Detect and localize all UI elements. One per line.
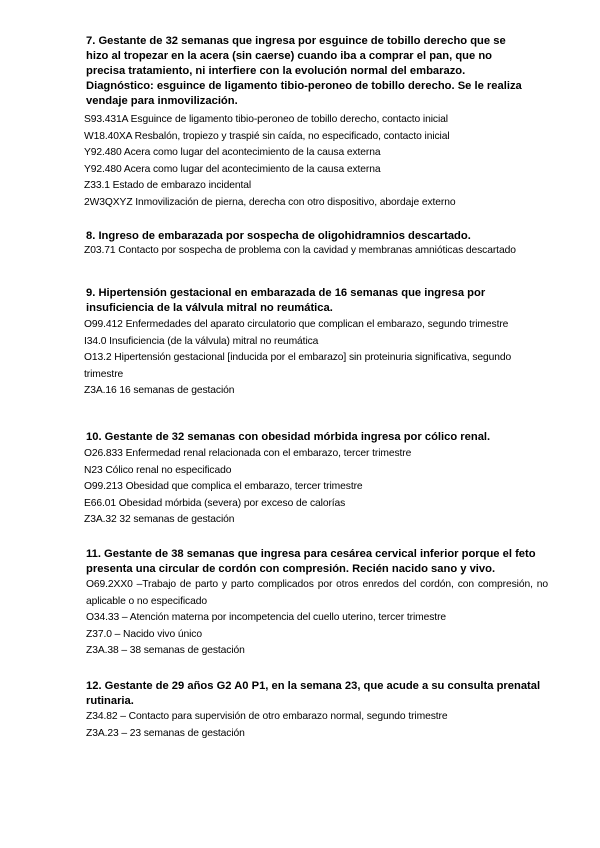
case-heading: 7. Gestante de 32 semanas que ingresa por esguince de tobillo derecho que se hizo al tropezar en la acera (sin caerse) cuando iba a comprar el pan, que no precisa tratamiento, ni interfiere con la evolución normal del embarazo. Diagnóstico: esguince de ligamento tibio-peroneo de tobillo derecho. Se le realiza vendaje para inmovilización. xyxy=(86,35,522,107)
code-line: Z3A.32 32 semanas de gestación xyxy=(84,514,235,525)
code-line: Z3A.23 – 23 semanas de gestación xyxy=(86,727,245,739)
code-line: S93.431A Esguince de ligamento tibio-peroneo de tobillo derecho, contacto inicial xyxy=(84,114,448,125)
code-line: E66.01 Obesidad mórbida (severa) por exceso de calorías xyxy=(84,497,346,509)
case-9 xyxy=(86,286,516,316)
case-8-codes xyxy=(84,243,524,260)
code-line: O99.213 Obesidad que complica el embarazo, tercer trimestre xyxy=(84,481,363,492)
case-heading: 9. Hipertensión gestacional en embarazada de 16 semanas que ingresa por insuficiencia de la válvula mitral no reumática. xyxy=(86,287,486,314)
case-9-codes xyxy=(84,317,524,400)
case-heading: 8. Ingreso de embarazada por sospecha de oligohidramnios descartado. xyxy=(86,230,471,242)
code-line: O99.412 Enfermedades del aparato circulatorio que complican el embarazo, segundo trimestre xyxy=(84,319,509,330)
case-heading: 11. Gestante de 38 semanas que ingresa para cesárea cervical inferior porque el feto presenta una circular de cordón con compresión. Recién nacido sano y vivo. xyxy=(86,548,536,575)
code-line: 2W3QXYZ Inmovilización de pierna, derecha con otro dispositivo, abordaje externo xyxy=(84,196,456,208)
case-12-codes xyxy=(86,709,526,742)
case-12 xyxy=(86,679,548,709)
code-line: N23 Cólico renal no especificado xyxy=(84,464,232,476)
case-11 xyxy=(86,547,548,577)
code-line: O13.2 Hipertensión gestacional [inducida por el embarazo] sin proteinuria significativa, segundo trimestre xyxy=(84,352,512,380)
code-line: W18.40XA Resbalón, tropiezo y traspié sin caída, no especificado, contacto inicial xyxy=(84,130,450,142)
code-line: Z37.0 – Nacido vivo único xyxy=(86,628,202,640)
case-7-codes xyxy=(84,112,534,211)
case-10 xyxy=(86,430,536,445)
case-8 xyxy=(86,229,526,244)
code-line: Y92.480 Acera como lugar del acontecimiento de la causa externa xyxy=(84,147,381,158)
code-line: Z3A.16 16 semanas de gestación xyxy=(84,385,235,396)
code-line: O26.833 Enfermedad renal relacionada con el embarazo, tercer trimestre xyxy=(84,448,412,459)
code-line: Y92.480 Acera como lugar del acontecimiento de la causa externa xyxy=(84,163,381,175)
code-line: Z33.1 Estado de embarazo incidental xyxy=(84,180,252,191)
case-heading: 12. Gestante de 29 años G2 A0 P1, en la semana 23, que acude a su consulta prenatal rutinaria. xyxy=(86,680,541,707)
code-line: O34.33 – Atención materna por incompetencia del cuello uterino, tercer trimestre xyxy=(86,612,447,623)
case-10-codes xyxy=(84,446,524,529)
case-7 xyxy=(86,34,526,109)
code-line: O69.2XX0 –Trabajo de parto y parto complicados por otros enredos del cordón, con compresión, no aplicable o no especificado xyxy=(86,579,548,607)
case-11-codes xyxy=(86,577,548,660)
code-line: Z3A.38 – 38 semanas de gestación xyxy=(86,645,245,656)
case-heading: 10. Gestante de 32 semanas con obesidad mórbida ingresa por cólico renal. xyxy=(86,431,491,443)
code-line: Z03.71 Contacto por sospecha de problema con la cavidad y membranas amnióticas descartado xyxy=(84,245,516,256)
code-line: I34.0 Insuficiencia (de la válvula) mitral no reumática xyxy=(84,335,319,347)
code-line: Z34.82 – Contacto para supervisión de otro embarazo normal, segundo trimestre xyxy=(86,711,448,722)
